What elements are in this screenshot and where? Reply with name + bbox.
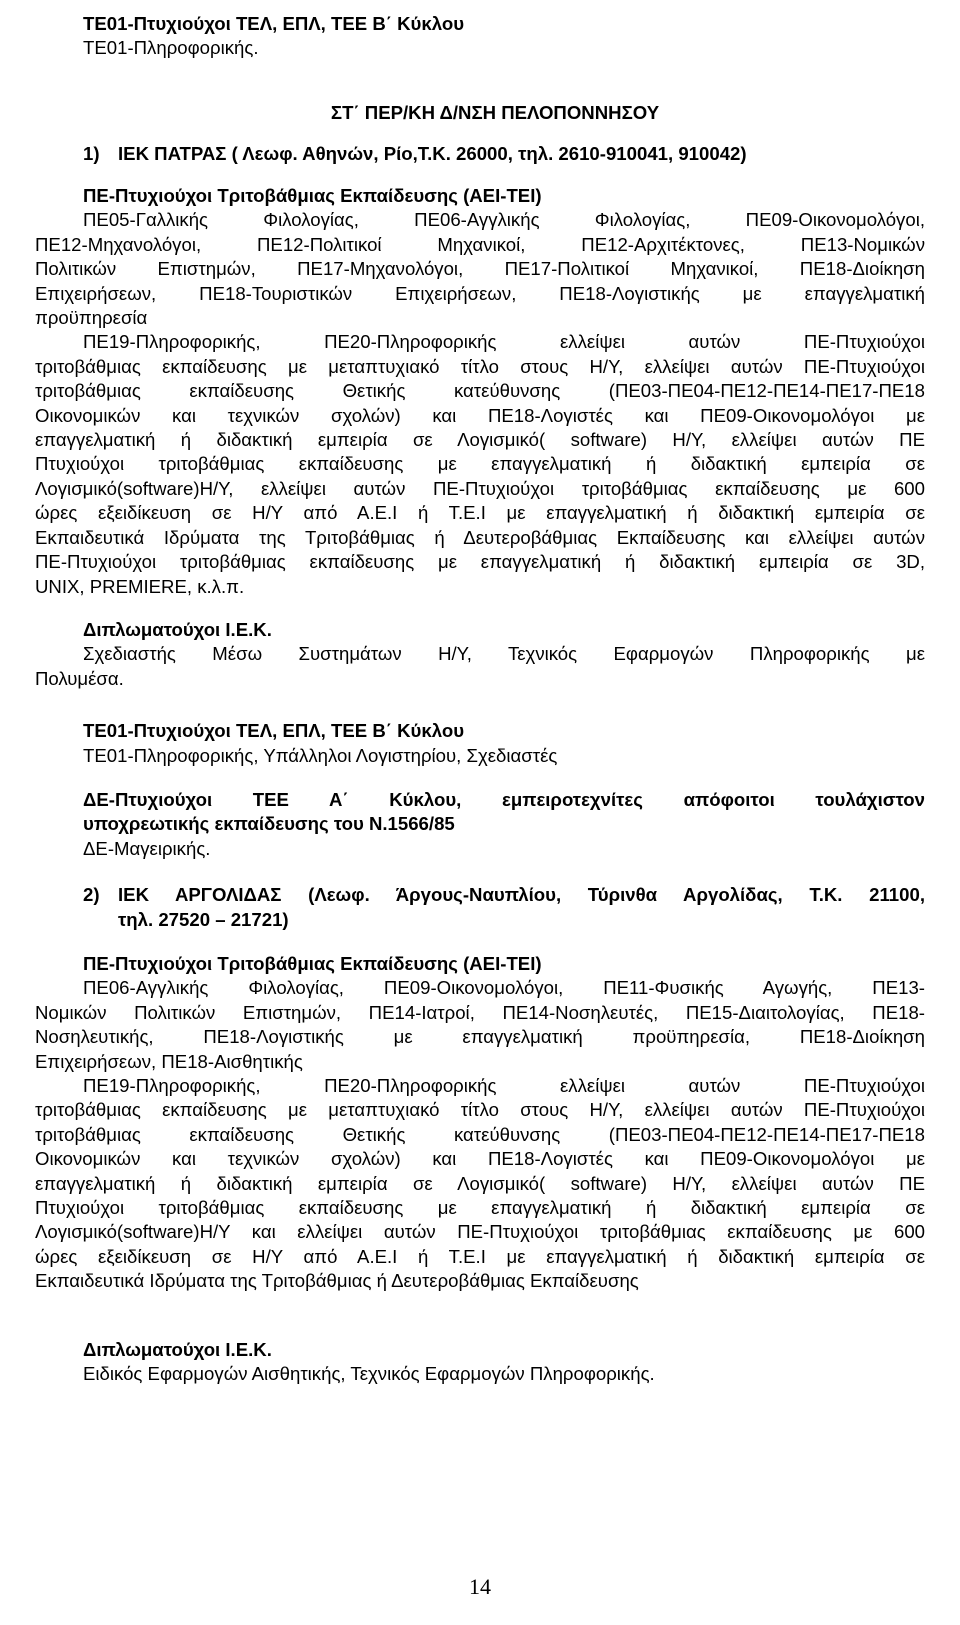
iek2-title-text: ΙΕΚ ΑΡΓΟΛΙΔΑΣ (Λεωφ. Άργους-Ναυπλίου, Τύρινθα Αργολίδας, Τ.Κ. 21100, xyxy=(118,884,925,906)
iek1-de-heading: ΔΕ-Πτυχιούχοι ΤΕΕ Α΄ Κύκλου, εμπειροτεχνίτες απόφοιτοι τουλάχιστον xyxy=(83,788,925,810)
iek2-pe-line: Νοσηλευτικής, ΠΕ18-Λογιστικής με επαγγελματική προϋπηρεσία, ΠΕ18-Διοίκηση xyxy=(35,1026,925,1048)
iek2-pe19-line: επαγγελματική ή διδακτική εμπειρία σε Λογισμικό( software) Η/Υ, ελλείψει αυτών ΠΕ xyxy=(35,1172,925,1194)
region-heading: ΣΤ΄ ΠΕΡ/ΚΗ Δ/ΝΣΗ ΠΕΛΟΠΟΝΝΗΣΟΥ xyxy=(330,102,660,124)
iek2-title xyxy=(35,883,925,932)
iek2-pe-paragraph xyxy=(35,976,925,1074)
iek1-title xyxy=(35,142,925,166)
iek2-pe-line: Επιχειρήσεων, ΠΕ18-Αισθητικής xyxy=(35,1050,303,1072)
iek2-pe19-line: ώρες εξειδίκευση σε Η/Υ από Α.Ε.Ι ή Τ.Ε.Ι με επαγγελματική ή διδακτική εμπειρία σε xyxy=(35,1245,925,1267)
iek2-pe19-line: ΠΕ19-Πληροφορικής, ΠΕ20-Πληροφορικής ελλείψει αυτών ΠΕ-Πτυχιούχοι xyxy=(83,1075,925,1097)
iek2-pe-line: ΠΕ06-Αγγλικής Φιλολογίας, ΠΕ09-Οικονομολόγοι, ΠΕ11-Φυσικής Αγωγής, ΠΕ13- xyxy=(83,977,925,999)
iek2-title-text-cont: τηλ. 27520 – 21721) xyxy=(118,908,289,930)
iek1-pe19-line: Εκπαιδευτικά Ιδρύματα της Τριτοβάθμιας ή Δευτεροβάθμιας Εκπαίδευσης και ελλείψει αυτών xyxy=(35,526,925,548)
iek2-number: 2) xyxy=(83,884,100,906)
iek2-pe19-line: Λογισμικό(software)Η/Υ και ελλείψει αυτών ΠΕ-Πτυχιούχοι τριτοβάθμιας εκπαίδευσης με 600 xyxy=(35,1221,925,1243)
iek1-pe19-line: τριτοβάθμιας εκπαίδευσης με μεταπτυχιακό τίτλο στους Η/Υ, ελλείψει αυτών ΠΕ-Πτυχιούχοι xyxy=(35,355,925,377)
iek1-title-text: ΙΕΚ ΠΑΤΡΑΣ ( Λεωφ. Αθηνών, Ρίο,Τ.Κ. 26000, τηλ. 2610-910041, 910042) xyxy=(118,142,747,164)
iek1-pe-line: ΠΕ05-Γαλλικής Φιλολογίας, ΠΕ06-Αγγλικής Φιλολογίας, ΠΕ09-Οικονομολόγοι, xyxy=(83,209,925,231)
iek1-pe19-line: Λογισμικό(software)Η/Υ, ελλείψει αυτών ΠΕ-Πτυχιούχοι τριτοβάθμιας εκπαίδευσης με 600 xyxy=(35,477,925,499)
iek1-pe-line: ΠΕ12-Μηχανολόγοι, ΠΕ12-Πολιτικοί Μηχανικοί, ΠΕ12-Αρχιτέκτονες, ΠΕ13-Νομικών xyxy=(35,233,925,255)
iek1-pe19-line: UNIX, PREMIERE, κ.λ.π. xyxy=(35,575,245,597)
iek2-pe19-line: Εκπαιδευτικά Ιδρύματα της Τριτοβάθμιας ή Δευτεροβάθμιας Εκπαίδευσης xyxy=(35,1270,639,1292)
iek2-title-block xyxy=(118,883,925,932)
iek2-diploma-heading: Διπλωματούχοι Ι.Ε.Κ. xyxy=(83,1338,272,1360)
iek1-pe19-line: ΠΕ-Πτυχιούχοι τριτοβάθμιας εκπαίδευσης με επαγγελματική ή διδακτική εμπειρία σε 3D, xyxy=(35,551,925,573)
iek1-pe19-line: επαγγελματική ή διδακτική εμπειρία σε Λογισμικό( software) Η/Υ, ελλείψει αυτών ΠΕ xyxy=(35,429,925,451)
iek1-de-heading-cont: υποχρεωτικής εκπαίδευσης του Ν.1566/85 xyxy=(83,813,455,835)
iek1-te-line: ΤΕ01-Πληροφορικής, Υπάλληλοι Λογιστηρίου, Σχεδιαστές xyxy=(83,744,558,766)
iek1-pe-line: Πολιτικών Επιστημών, ΠΕ17-Μηχανολόγοι, ΠΕ17-Πολιτικοί Μηχανικοί, ΠΕ18-Διοίκηση xyxy=(35,258,925,280)
iek1-pe19-line: ΠΕ19-Πληροφορικής, ΠΕ20-Πληροφορικής ελλείψει αυτών ΠΕ-Πτυχιούχοι xyxy=(83,331,925,353)
iek1-pe19-line: ώρες εξειδίκευση σε Η/Υ από Α.Ε.Ι ή Τ.Ε.Ι με επαγγελματική ή διδακτική εμπειρία σε xyxy=(35,502,925,524)
iek1-pe-paragraph xyxy=(35,208,925,330)
iek1-te-heading: ΤΕ01-Πτυχιούχοι ΤΕΛ, ΕΠΛ, ΤΕΕ Β΄ Κύκλου xyxy=(83,720,465,742)
iek1-pe19-paragraph xyxy=(35,330,925,598)
iek1-diploma-line: Πολυμέσα. xyxy=(35,667,124,689)
top-te-line: ΤΕ01-Πληροφορικής. xyxy=(83,37,259,59)
iek1-pe19-line: Πτυχιούχοι τριτοβάθμιας εκπαίδευσης με επαγγελματική ή διδακτική εμπειρία σε xyxy=(35,453,925,475)
iek2-diploma-line: Ειδικός Εφαρμογών Αισθητικής, Τεχνικός Εφαρμογών Πληροφορικής. xyxy=(83,1363,655,1385)
iek2-pe-line: Νομικών Πολιτικών Επιστημών, ΠΕ14-Ιατροί, ΠΕ14-Νοσηλευτές, ΠΕ15-Διαιτολογίας, ΠΕ18- xyxy=(35,1001,925,1023)
iek2-pe19-line: τριτοβάθμιας εκπαίδευσης Θετικής κατεύθυνσης (ΠΕ03-ΠΕ04-ΠΕ12-ΠΕ14-ΠΕ17-ΠΕ18 xyxy=(35,1123,925,1145)
iek2-pe-heading: ΠΕ-Πτυχιούχοι Τριτοβάθμιας Εκπαίδευσης (ΑΕΙ-ΤΕΙ) xyxy=(83,952,542,974)
iek1-pe19-line: τριτοβάθμιας εκπαίδευσης Θετικής κατεύθυνσης (ΠΕ03-ΠΕ04-ΠΕ12-ΠΕ14-ΠΕ17-ΠΕ18 xyxy=(35,380,925,402)
iek1-de-line: ΔΕ-Μαγειρικής. xyxy=(83,837,211,859)
page-number: 14 xyxy=(469,1574,491,1599)
iek2-pe19-paragraph xyxy=(35,1074,925,1294)
top-te-heading: ΤΕ01-Πτυχιούχοι ΤΕΛ, ΕΠΛ, ΤΕΕ Β΄ Κύκλου xyxy=(83,13,465,34)
iek2-pe19-line: Οικονομικών και τεχνικών σχολών) και ΠΕ18-Λογιστές και ΠΕ09-Οικονομολόγοι με xyxy=(35,1148,925,1170)
iek1-pe19-line: Οικονομικών και τεχνικών σχολών) και ΠΕ18-Λογιστές και ΠΕ09-Οικονομολόγοι με xyxy=(35,404,925,426)
iek1-diploma-heading: Διπλωματούχοι Ι.Ε.Κ. xyxy=(83,618,272,640)
iek1-pe-line: προϋπηρεσία xyxy=(35,307,148,329)
iek2-pe19-line: τριτοβάθμιας εκπαίδευσης με μεταπτυχιακό τίτλο στους Η/Υ, ελλείψει αυτών ΠΕ-Πτυχιούχοι xyxy=(35,1099,925,1121)
iek1-pe-line: Επιχειρήσεων, ΠΕ18-Τουριστικών Επιχειρήσεων, ΠΕ18-Λογιστικής με επαγγελματική xyxy=(35,282,925,304)
iek2-pe19-line: Πτυχιούχοι τριτοβάθμιας εκπαίδευσης με επαγγελματική ή διδακτική εμπειρία σε xyxy=(35,1197,925,1219)
iek1-diploma-line: Σχεδιαστής Μέσω Συστημάτων Η/Υ, Τεχνικός Εφαρμογών Πληροφορικής με xyxy=(83,643,925,665)
iek1-number: 1) xyxy=(83,142,100,164)
iek1-pe-heading: ΠΕ-Πτυχιούχοι Τριτοβάθμιας Εκπαίδευσης (ΑΕΙ-ΤΕΙ) xyxy=(83,185,542,207)
